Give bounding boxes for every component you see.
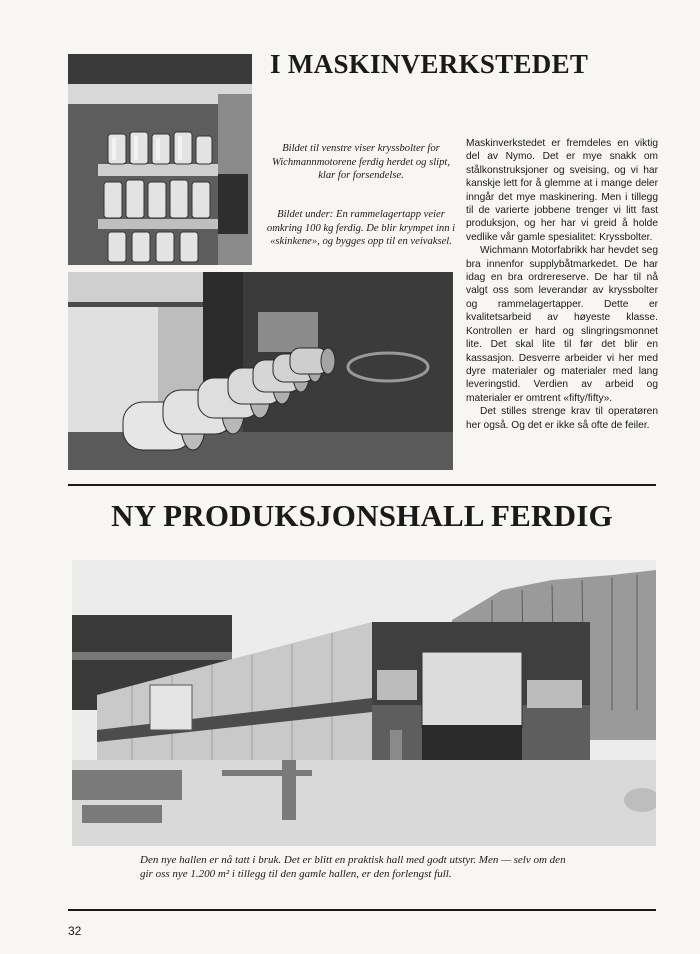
photo-crossbolts-art — [68, 54, 252, 265]
section-title: NY PRODUKSJONSHALL FERDIG — [111, 498, 613, 533]
page-number: 32 — [68, 924, 82, 938]
section-divider — [68, 484, 656, 486]
photo-caption-crossbolts: Bildet til venstre viser kryssbolter for Wichmannmotorene ferdig herdet og slipt, klar for forsendelse. — [271, 143, 450, 182]
photo-journals-art — [68, 272, 453, 470]
photo-caption-journals: Bildet under: En rammelagertapp veier omkring 100 kg ferdig. De blir krympet inn i «skinkene», og bygges opp til en veivaksel. — [266, 209, 456, 248]
photo-hall-art — [72, 560, 656, 846]
photo-caption-hall: Den nye hallen er nå tatt i bruk. Det er blitt en praktisk hall med godt utstyr. Men — selv om den gir oss nye 1.200 m² i tillegg til den gamle hallen, er den forlengst full. — [140, 854, 566, 880]
footer-divider — [68, 909, 656, 911]
body-paragraph: Maskinverkstedet er fremdeles en viktig del av Nymo. Det er mye snakk om stålkonstruksjoner og sveising, og vi har kanskje lett for å glemme at i mange deler inngår det mye maskinering. Men i tillegg til de varierte jobbene trenger vi litt fast produksjon, og her har vi greid å holde vedlike vår gamle spesialitet: Kryssbolter. — [466, 138, 658, 243]
article-body — [466, 137, 658, 432]
photo-crossbolts — [68, 54, 252, 265]
body-paragraph: Det stilles strenge krav til operatøren her også. Og det er ikke så ofte de feiler. — [466, 406, 658, 431]
photo-production-hall — [72, 560, 656, 846]
body-paragraph: Wichmann Motorfabrikk har hevdet seg bra innenfor supplybåtmarkedet. De har idag en bra ordrereserve. De har til nå valgt oss som leverandør av kryssbolter og rammelagertapper. Dette er kvalitetsarbeid av høyeste klasse. Kontrollen er hard og slingringsmonnet lite. Det skal lite til før det blir en kassasjon. Desverre arbeider vi her med dyre materialer og materialer med lang leveringstid. Verdien av arbeid og materialer er omtrent «fifty/fifty». — [466, 245, 658, 404]
photo-main-bearing-journals — [68, 272, 453, 470]
article-title: I MASKINVERKSTEDET — [270, 49, 589, 79]
